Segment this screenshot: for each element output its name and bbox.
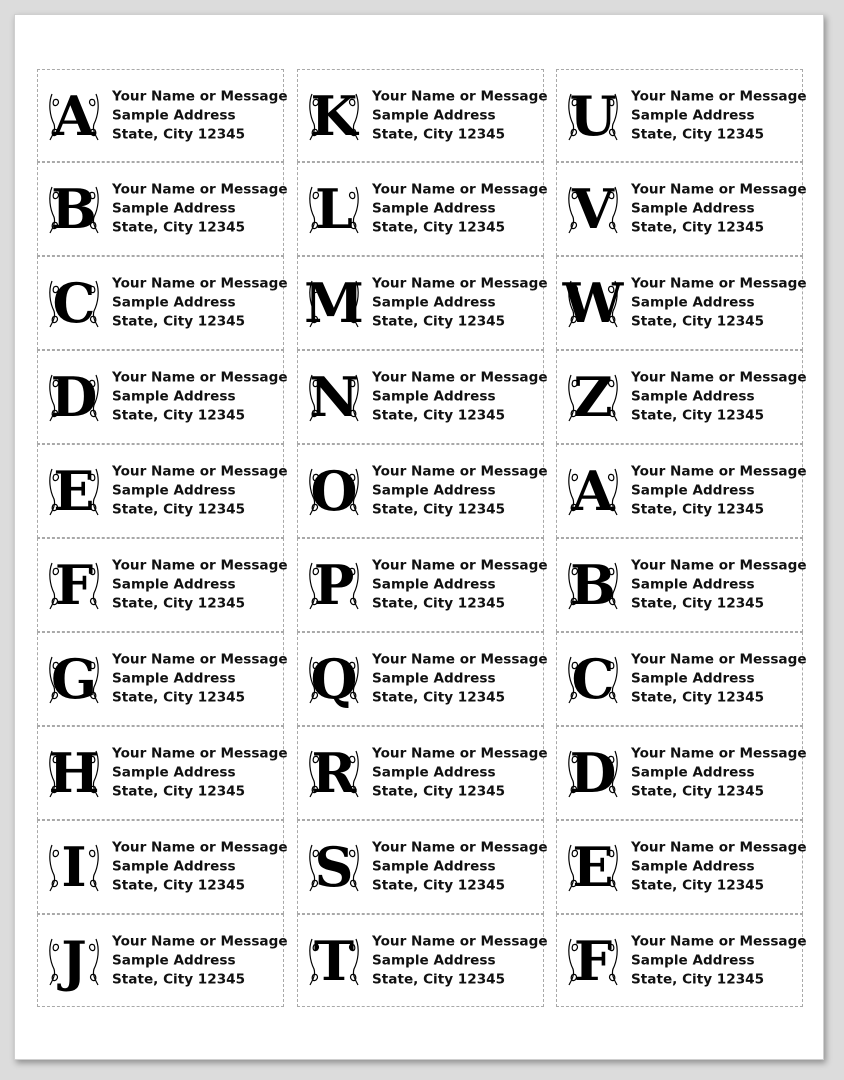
monogram-icon [306,273,362,333]
address-line: Sample Address [112,670,236,687]
label-text [631,557,807,614]
monogram-letter: D [50,365,98,429]
label-text [372,932,548,989]
label-text [112,87,288,144]
label-text [631,745,807,802]
city-line: State, City 12345 [631,219,765,236]
label-sheet [14,14,824,1060]
city-line: State, City 12345 [372,126,506,142]
address-line: Sample Address [372,294,496,311]
monogram-icon [306,928,362,993]
address-line: Sample Address [372,482,496,499]
monogram-letter: T [313,928,355,993]
city-line: State, City 12345 [631,783,765,800]
address-line: Sample Address [112,858,236,875]
monogram-letter: L [315,177,353,241]
monogram-letter: U [569,83,617,148]
address-line: Sample Address [631,107,755,123]
label-text [112,181,288,238]
label-text [112,557,288,614]
address-label [556,538,807,632]
city-line: State, City 12345 [112,126,246,142]
address-label [297,820,548,914]
monogram-icon [565,928,621,993]
name-line: Your Name or Message [631,181,807,198]
city-line: State, City 12345 [112,407,246,424]
name-line: Your Name or Message [631,275,807,292]
name-line: Your Name or Message [372,88,548,104]
city-line: State, City 12345 [631,595,765,612]
name-line: Your Name or Message [112,745,288,762]
city-line: State, City 12345 [372,877,506,894]
monogram-letter: A [53,83,95,148]
city-line: State, City 12345 [372,971,506,987]
monogram-icon [306,743,362,803]
city-line: State, City 12345 [112,877,246,894]
label-text [372,557,548,614]
label-text [112,745,288,802]
label-text [372,275,548,332]
monogram-icon [562,271,624,335]
city-line: State, City 12345 [631,689,765,706]
address-line: Sample Address [631,670,755,687]
name-line: Your Name or Message [372,651,548,668]
label-text [631,181,807,238]
city-line: State, City 12345 [372,407,506,424]
address-label [297,538,548,632]
city-line: State, City 12345 [372,595,506,612]
name-line: Your Name or Message [112,369,288,386]
address-label [37,726,288,820]
label-text [372,181,548,238]
name-line: Your Name or Message [372,933,548,949]
name-line: Your Name or Message [372,275,548,292]
address-line: Sample Address [112,200,236,217]
monogram-icon [306,179,362,239]
city-line: State, City 12345 [112,689,246,706]
address-line: Sample Address [631,200,755,217]
label-text [631,651,807,708]
city-line: State, City 12345 [112,501,246,518]
label-text [631,463,807,520]
monogram-letter: D [569,741,617,805]
address-label [37,538,288,632]
label-text [112,651,288,708]
address-line: Sample Address [372,952,496,968]
monogram-letter: F [54,553,94,617]
monogram-icon [46,743,102,803]
monogram-icon [565,461,621,521]
name-line: Your Name or Message [631,557,807,574]
address-label [37,632,288,726]
name-line: Your Name or Message [631,745,807,762]
address-label [297,914,548,1007]
city-line: State, City 12345 [631,313,765,330]
city-line: State, City 12345 [372,219,506,236]
monogram-letter: P [313,553,355,617]
address-line: Sample Address [112,482,236,499]
monogram-icon [46,928,102,993]
monogram-icon [306,461,362,521]
city-line: State, City 12345 [372,501,506,518]
address-label [556,162,807,256]
name-line: Your Name or Message [372,557,548,574]
monogram-icon [306,837,362,897]
address-line: Sample Address [372,576,496,593]
address-line: Sample Address [372,764,496,781]
address-label [556,914,807,1007]
address-label [37,914,288,1007]
name-line: Your Name or Message [112,651,288,668]
address-label [297,256,548,350]
address-line: Sample Address [631,764,755,781]
name-line: Your Name or Message [631,933,807,949]
monogram-icon [306,83,362,148]
address-label [556,820,807,914]
city-line: State, City 12345 [112,313,246,330]
address-line: Sample Address [112,388,236,405]
address-label [37,820,288,914]
address-line: Sample Address [372,670,496,687]
address-label [37,350,288,444]
address-label [556,726,807,820]
address-label [37,69,288,162]
address-label [556,632,807,726]
label-text [372,87,548,144]
address-line: Sample Address [631,482,755,499]
monogram-letter: R [311,741,357,805]
monogram-icon [565,649,621,709]
name-line: Your Name or Message [631,651,807,668]
monogram-letter: H [48,741,100,805]
monogram-icon [565,179,621,239]
city-line: State, City 12345 [631,971,765,987]
monogram-letter: N [309,365,359,429]
name-line: Your Name or Message [112,839,288,856]
name-line: Your Name or Message [112,88,288,104]
address-line: Sample Address [112,764,236,781]
address-label [556,350,807,444]
address-label [556,69,807,162]
address-line: Sample Address [631,576,755,593]
label-text [112,463,288,520]
monogram-letter: B [51,177,97,241]
address-line: Sample Address [372,200,496,217]
address-line: Sample Address [631,294,755,311]
monogram-icon [46,367,102,427]
address-label [37,162,288,256]
label-text [112,839,288,896]
monogram-letter: K [310,83,358,148]
address-label [297,350,548,444]
address-label [37,256,288,350]
name-line: Your Name or Message [372,369,548,386]
city-line: State, City 12345 [631,877,765,894]
city-line: State, City 12345 [372,689,506,706]
monogram-letter: B [570,553,616,617]
city-line: State, City 12345 [631,407,765,424]
city-line: State, City 12345 [631,126,765,142]
monogram-letter: S [314,835,354,899]
label-text [372,745,548,802]
monogram-letter: O [310,459,358,523]
label-text [372,651,548,708]
monogram-letter: M [304,271,364,335]
monogram-letter: E [572,835,614,899]
name-line: Your Name or Message [112,463,288,480]
monogram-letter: Z [573,365,613,429]
name-line: Your Name or Message [112,933,288,949]
monogram-letter: W [562,271,624,335]
address-label [556,256,807,350]
label-text [631,87,807,144]
address-line: Sample Address [112,952,236,968]
label-text [631,932,807,989]
monogram-icon [46,649,102,709]
city-line: State, City 12345 [112,783,246,800]
label-grid [37,69,807,1010]
name-line: Your Name or Message [372,463,548,480]
address-line: Sample Address [631,388,755,405]
monogram-icon [46,837,102,897]
name-line: Your Name or Message [372,745,548,762]
monogram-letter: A [572,459,614,523]
name-line: Your Name or Message [372,839,548,856]
monogram-icon [46,179,102,239]
city-line: State, City 12345 [372,783,506,800]
label-text [112,932,288,989]
address-label [556,444,807,538]
label-text [631,369,807,426]
address-label [297,726,548,820]
monogram-icon [306,367,362,427]
monogram-icon [565,743,621,803]
name-line: Your Name or Message [112,181,288,198]
address-line: Sample Address [372,858,496,875]
monogram-icon [46,555,102,615]
city-line: State, City 12345 [112,971,246,987]
city-line: State, City 12345 [112,219,246,236]
label-text [112,275,288,332]
monogram-letter: C [52,271,96,335]
monogram-letter: G [50,647,98,711]
monogram-letter: Q [310,647,358,711]
city-line: State, City 12345 [372,313,506,330]
label-text [372,839,548,896]
monogram-letter: J [61,928,87,993]
monogram-icon [565,555,621,615]
monogram-letter: F [573,928,613,993]
monogram-letter: V [572,177,614,241]
address-label [297,444,548,538]
label-text [372,463,548,520]
monogram-letter: I [61,835,87,899]
label-text [631,275,807,332]
name-line: Your Name or Message [631,839,807,856]
monogram-letter: E [53,459,95,523]
label-text [112,369,288,426]
address-label [297,632,548,726]
address-line: Sample Address [631,952,755,968]
label-text [372,369,548,426]
name-line: Your Name or Message [112,275,288,292]
name-line: Your Name or Message [372,181,548,198]
monogram-icon [306,649,362,709]
address-line: Sample Address [372,388,496,405]
monogram-icon [565,367,621,427]
city-line: State, City 12345 [112,595,246,612]
monogram-icon [46,273,102,333]
name-line: Your Name or Message [112,557,288,574]
address-line: Sample Address [112,576,236,593]
monogram-icon [565,83,621,148]
name-line: Your Name or Message [631,88,807,104]
address-line: Sample Address [112,107,236,123]
monogram-letter: C [571,647,615,711]
address-line: Sample Address [112,294,236,311]
address-label [297,69,548,162]
monogram-icon [306,555,362,615]
monogram-icon [46,461,102,521]
address-line: Sample Address [372,107,496,123]
name-line: Your Name or Message [631,369,807,386]
name-line: Your Name or Message [631,463,807,480]
monogram-icon [46,83,102,148]
city-line: State, City 12345 [631,501,765,518]
monogram-icon [565,837,621,897]
address-label [297,162,548,256]
label-text [631,839,807,896]
address-label [37,444,288,538]
address-line: Sample Address [631,858,755,875]
